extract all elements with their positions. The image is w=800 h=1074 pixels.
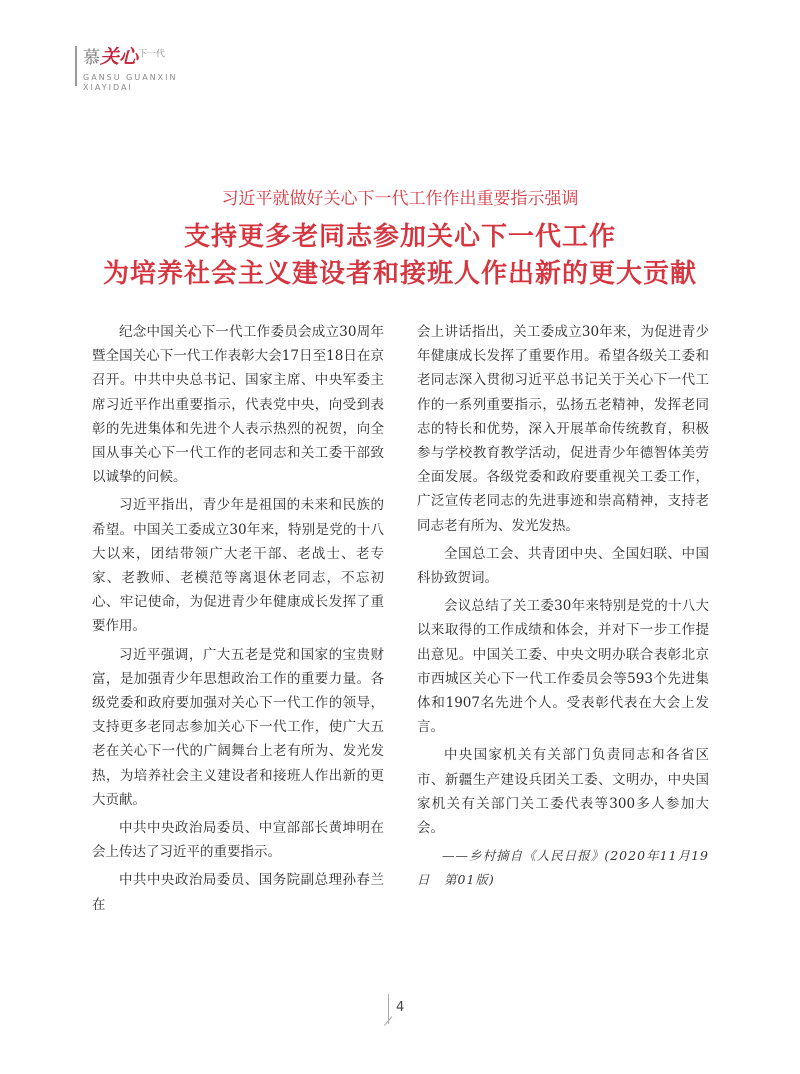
masthead <box>75 40 195 96</box>
article-subtitle: 习近平就做好关心下一代工作作出重要指示强调 <box>221 189 579 209</box>
logo-part3: 下一代 <box>138 49 166 60</box>
article-title-line2: 为培养社会主义建设者和接班人作出新的更大贡献 <box>102 259 697 289</box>
paragraph: 习近平强调，广大五老是党和国家的宝贵财富，是加强青少年思想政治工作的重要力量。各级党委和政府要加强对关心下一代工作的领导，支持更多老同志参加关心下一代工作，使广大五老在关心下一代的广阔舞台上老有所为、发光发热，为培养社会主义建设者和接班人作出新的更大贡献。 <box>92 646 384 808</box>
paragraph: 中央国家机关有关部门负责同志和各省区市、新疆生产建设兵团关工委、文明办，中央国家机关有关部门关工委代表等300多人参加大会。 <box>417 747 709 837</box>
logo <box>83 42 165 68</box>
paragraph-continued: 会上讲话指出，关工委成立30年来，为促进青少年健康成长发挥了重要作用。希望各级关工委和老同志深入贯彻习近平总书记关于关心下一代工作的一系列重要指示，弘扬五老精神，发挥老同志的特长和优势，深入开展革命传统教育，积极参与学校教育教学活动，促进青少年德智体美劳全面发展。各级党委和政府要重视关工委工作，广泛宣传老同志的先进事迹和崇高精神，支持老同志老有所为、发光发热。 <box>417 324 709 534</box>
paragraph: 纪念中国关心下一代工作委员会成立30周年暨全国关心下一代工作表彰大会17日至18日在京召开。中共中央总书记、国家主席、中央军委主席习近平作出重要指示，代表党中央，向受到表彰的先进集体和先进个人表示热烈的祝贺，向全国从事关心下一代工作的老同志和关工委干部致以诚挚的问候。 <box>92 324 384 486</box>
paragraph: 中共中央政治局委员、国务院副总理孙春兰在 <box>92 872 384 913</box>
right-column <box>417 320 709 897</box>
left-column <box>92 320 384 921</box>
masthead-bar <box>75 46 77 86</box>
article-title-line1: 支持更多老同志参加关心下一代工作 <box>183 222 616 252</box>
paragraph: 中共中央政治局委员、中宣部部长黄坤明在会上传达了习近平的重要指示。 <box>92 820 384 861</box>
source-note: ——乡村摘自《人民日报》(2020年11月19日 第01版) <box>417 848 709 888</box>
pinyin-line2: XIAYIDAI <box>83 83 133 92</box>
paragraph: 会议总结了关工委30年来特别是党的十八大以来取得的工作成绩和体会，并对下一步工作提出意见。中国关工委、中央文明办联合表彰北京市西城区关心下一代工作委员会等593个先进集体和1907名先进个人。受表彰代表在大会上发言。 <box>417 598 709 736</box>
logo-part2: 关心 <box>100 46 139 68</box>
paragraph: 习近平指出，青少年是祖国的未来和民族的希望。中国关工委成立30年来，特别是党的十八大以来，团结带领广大老干部、老战士、老专家、老教师、老模范等离退休老同志，不忘初心、牢记使命，为促进青少年健康成长发挥了重要作用。 <box>92 497 384 635</box>
logo-part1: 慕 <box>83 48 100 68</box>
pinyin-line1: GANSU GUANXIN <box>83 73 178 82</box>
paragraph: 全国总工会、共青团中央、全国妇联、中国科协致贺词。 <box>417 545 709 587</box>
page-number: 4 <box>396 1000 405 1015</box>
